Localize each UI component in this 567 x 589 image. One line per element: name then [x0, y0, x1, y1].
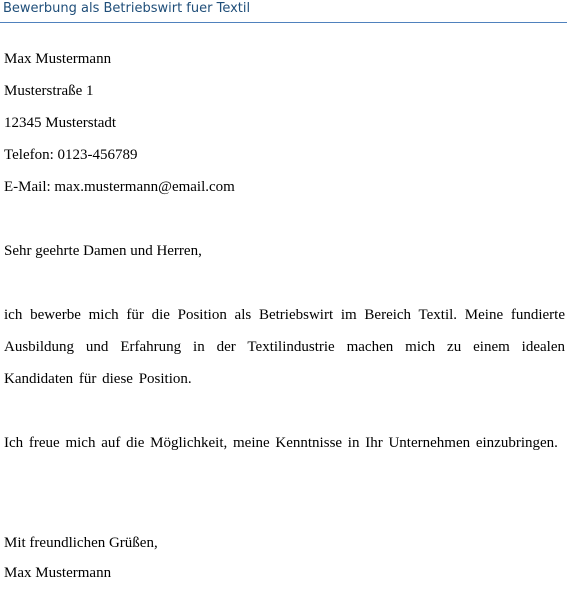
signature-name: Max Mustermann	[4, 565, 112, 581]
closing-phrase: Mit freundlichen Grüßen,	[4, 535, 158, 551]
sender-name: Max Mustermann	[4, 51, 112, 67]
paragraph-closing-intent: Ich freue mich auf die Möglichkeit, meine Kenntnisse in Ihr Unternehmen einzubringen.	[4, 435, 558, 451]
document-header	[0, 0, 567, 23]
sender-phone: Telefon: 0123-456789	[4, 147, 138, 163]
document-title: Bewerbung als Betriebswirt fuer Textil	[3, 1, 251, 16]
paragraph-application: ich bewerbe mich für die Position als Betriebswirt im Bereich Textil. Meine fundierte Ausbildung und Erfahrung in der Textilindustrie machen mich zu einem idealen Kandidaten für diese Position.	[4, 307, 565, 387]
sender-city: 12345 Musterstadt	[4, 115, 117, 131]
sender-email: E-Mail: max.mustermann@email.com	[4, 179, 235, 195]
sender-street: Musterstraße 1	[4, 83, 94, 99]
salutation: Sehr geehrte Damen und Herren,	[4, 243, 202, 259]
